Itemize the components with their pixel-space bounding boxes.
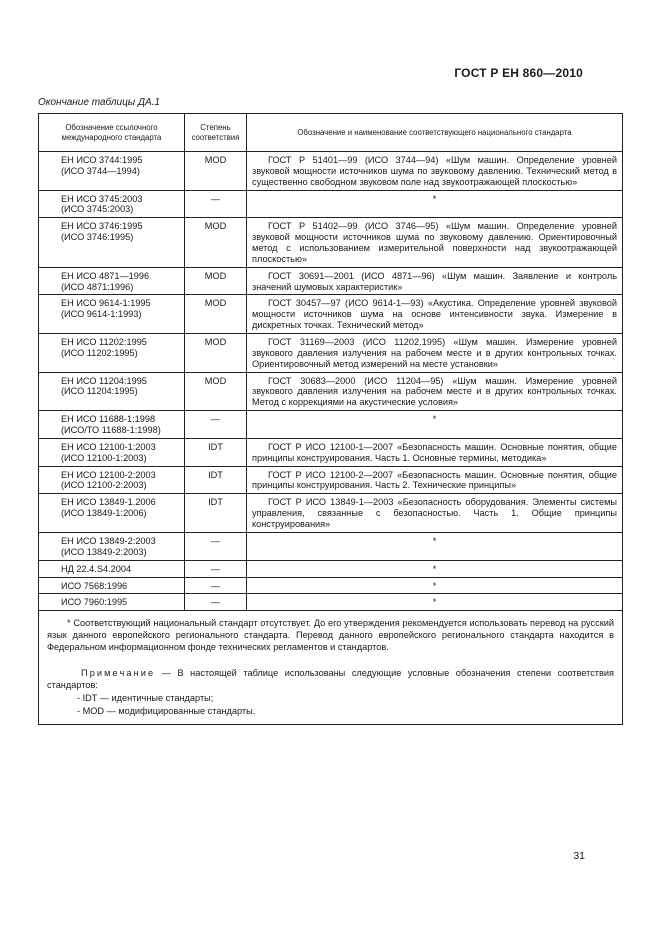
table-row — [39, 532, 623, 560]
degree-cell: — — [185, 577, 247, 594]
international-standard-cell: НД 22.4.S4.2004 — [39, 560, 185, 577]
legend-item-mod: - MOD — модифицированные стандарты. — [77, 705, 256, 716]
international-standard-cell: ЕН ИСО 11202:1995 (ИСО 11202:1995) — [39, 334, 185, 373]
notes-cell — [39, 611, 623, 725]
national-standard-cell: ГОСТ Р ИСО 13849-1—2003 «Безопасность оборудования. Элементы системы управления, связанные с безопасностью. Часть 1. Общие принципы конструирования» — [247, 494, 623, 533]
international-standard-cell: ЕН ИСО 13849-2:2003 (ИСО 13849-2:2003) — [39, 532, 185, 560]
national-standard-cell: * — [247, 411, 623, 439]
international-standard-cell: ЕН ИСО 3746:1995 (ИСО 3746:1995) — [39, 218, 185, 267]
table-row — [39, 152, 623, 191]
national-standard-cell: ГОСТ 31169—2003 (ИСО 11202.1995) «Шум машин. Измерение уровней звукового давления излучения на рабочем месте и в других контрольных точках. Ориентировочный метод измерений на месте установки» — [247, 334, 623, 373]
degree-cell: — — [185, 560, 247, 577]
table-row — [39, 218, 623, 267]
international-standard-cell: ЕН ИСО 12100-1:2003 (ИСО 12100-1:2003) — [39, 438, 185, 466]
table-row — [39, 577, 623, 594]
table-row — [39, 494, 623, 533]
table-row — [39, 411, 623, 439]
table-row — [39, 190, 623, 218]
national-standard-cell: ГОСТ 30457—97 (ИСО 9614-1—93) «Акустика. Определение уровней звуковой мощности источников шума на основе интенсивности звука. Измерение в дискретных точках. Технический метод» — [247, 295, 623, 334]
national-standard-cell: * — [247, 560, 623, 577]
national-standard-cell: ГОСТ 30691—2001 (ИСО 4871—96) «Шум машин. Заявление и контроль значений шумовых характеристик» — [247, 267, 623, 295]
table-row — [39, 267, 623, 295]
degree-cell: MOD — [185, 372, 247, 411]
table-row — [39, 334, 623, 373]
table-row — [39, 560, 623, 577]
national-standard-cell: * — [247, 190, 623, 218]
degree-cell: — — [185, 594, 247, 611]
table-row — [39, 466, 623, 494]
national-standard-cell: ГОСТ 30683—2000 (ИСО 11204—95) «Шум машин. Измерение уровней звукового давления излучения на рабочем месте и в других контрольных точках. Метод с коррекциями на акустические условия» — [247, 372, 623, 411]
international-standard-cell: ЕН ИСО 9614-1:1995 (ИСО 9614-1:1993) — [39, 295, 185, 334]
degree-cell: — — [185, 411, 247, 439]
page-number: 31 — [573, 850, 585, 862]
degree-cell: MOD — [185, 334, 247, 373]
document-code: ГОСТ Р ЕН 860—2010 — [454, 66, 583, 80]
degree-cell: — — [185, 532, 247, 560]
international-standard-cell: ЕН ИСО 3744:1995 (ИСО 3744—1994) — [39, 152, 185, 191]
international-standard-cell: ЕН ИСО 3745:2003 (ИСО 3745:2003) — [39, 190, 185, 218]
international-standard-cell: ЕН ИСО 12100-2:2003 (ИСО 12100-2:2003) — [39, 466, 185, 494]
header-international-standard: Обозначение ссылочного международного стандарта — [39, 114, 185, 152]
footnote: * Соответствующий национальный стандарт отсутствует. До его утверждения рекомендуется использовать перевод на русский язык данного европейского регионального стандарта. Перевод данного европейского регионального стандарта находится в Федеральном информационном фонде технических регламентов и стандартов. — [47, 618, 614, 653]
standards-table — [38, 113, 623, 725]
header-degree-of-conformity: Степень соответствия — [185, 114, 247, 152]
remark — [47, 668, 614, 692]
table-row — [39, 594, 623, 611]
notes-row — [39, 611, 623, 725]
remark-text: — В настоящей таблице использованы следующие условные обозначения степени соответствия стандартов: — [47, 668, 614, 691]
national-standard-cell: ГОСТ Р ИСО 12100-1—2007 «Безопасность машин. Основные понятия, общие принципы конструирования. Часть 1. Основные термины, методика» — [247, 438, 623, 466]
international-standard-cell: ЕН ИСО 11204:1995 (ИСО 11204:1995) — [39, 372, 185, 411]
international-standard-cell: ЕН ИСО 13849-1.2006 (ИСО 13849-1:2006) — [39, 494, 185, 533]
header-national-standard: Обозначение и наименование соответствующего национального стандарта — [247, 114, 623, 152]
table-header-row — [39, 114, 623, 152]
national-standard-cell: ГОСТ Р 51401—99 (ИСО 3744—94) «Шум машин. Определение уровней звуковой мощности источников шума по звуковому давлению. Технический метод в существенно свободном звуковом поле над звукоотражающей плоскостью» — [247, 152, 623, 191]
table-row — [39, 372, 623, 411]
table-caption: Окончание таблицы ДА.1 — [38, 97, 160, 108]
degree-cell: MOD — [185, 295, 247, 334]
legend-item-idt: - IDT — идентичные стандарты; — [77, 692, 214, 703]
national-standard-cell: * — [247, 577, 623, 594]
national-standard-cell: * — [247, 594, 623, 611]
national-standard-cell: * — [247, 532, 623, 560]
remark-label: Примечание — [81, 668, 156, 679]
degree-cell: IDT — [185, 438, 247, 466]
international-standard-cell: ИСО 7960:1995 — [39, 594, 185, 611]
degree-cell: MOD — [185, 152, 247, 191]
national-standard-cell: ГОСТ Р 51402—99 (ИСО 3746—95) «Шум машин. Определение уровней звуковой мощности источников шума по звуковому давлению. Ориентировочный метод с использованием измерительной поверхности над звукоотражающей плоскостью» — [247, 218, 623, 267]
degree-cell: — — [185, 190, 247, 218]
national-standard-cell: ГОСТ Р ИСО 12100-2—2007 «Безопасность машин. Основные понятия, общие принципы конструирования. Часть 2. Технические принципы» — [247, 466, 623, 494]
table-row — [39, 438, 623, 466]
degree-cell: IDT — [185, 466, 247, 494]
degree-cell: MOD — [185, 218, 247, 267]
international-standard-cell: ЕН ИСО 4871—1996 (ИСО 4871:1996) — [39, 267, 185, 295]
table-body — [39, 152, 623, 725]
degree-cell: MOD — [185, 267, 247, 295]
international-standard-cell: ЕН ИСО 11688-1:1998 (ИСО/ТО 11688-1:1998) — [39, 411, 185, 439]
international-standard-cell: ИСО 7568:1996 — [39, 577, 185, 594]
table-row — [39, 295, 623, 334]
degree-cell: IDT — [185, 494, 247, 533]
